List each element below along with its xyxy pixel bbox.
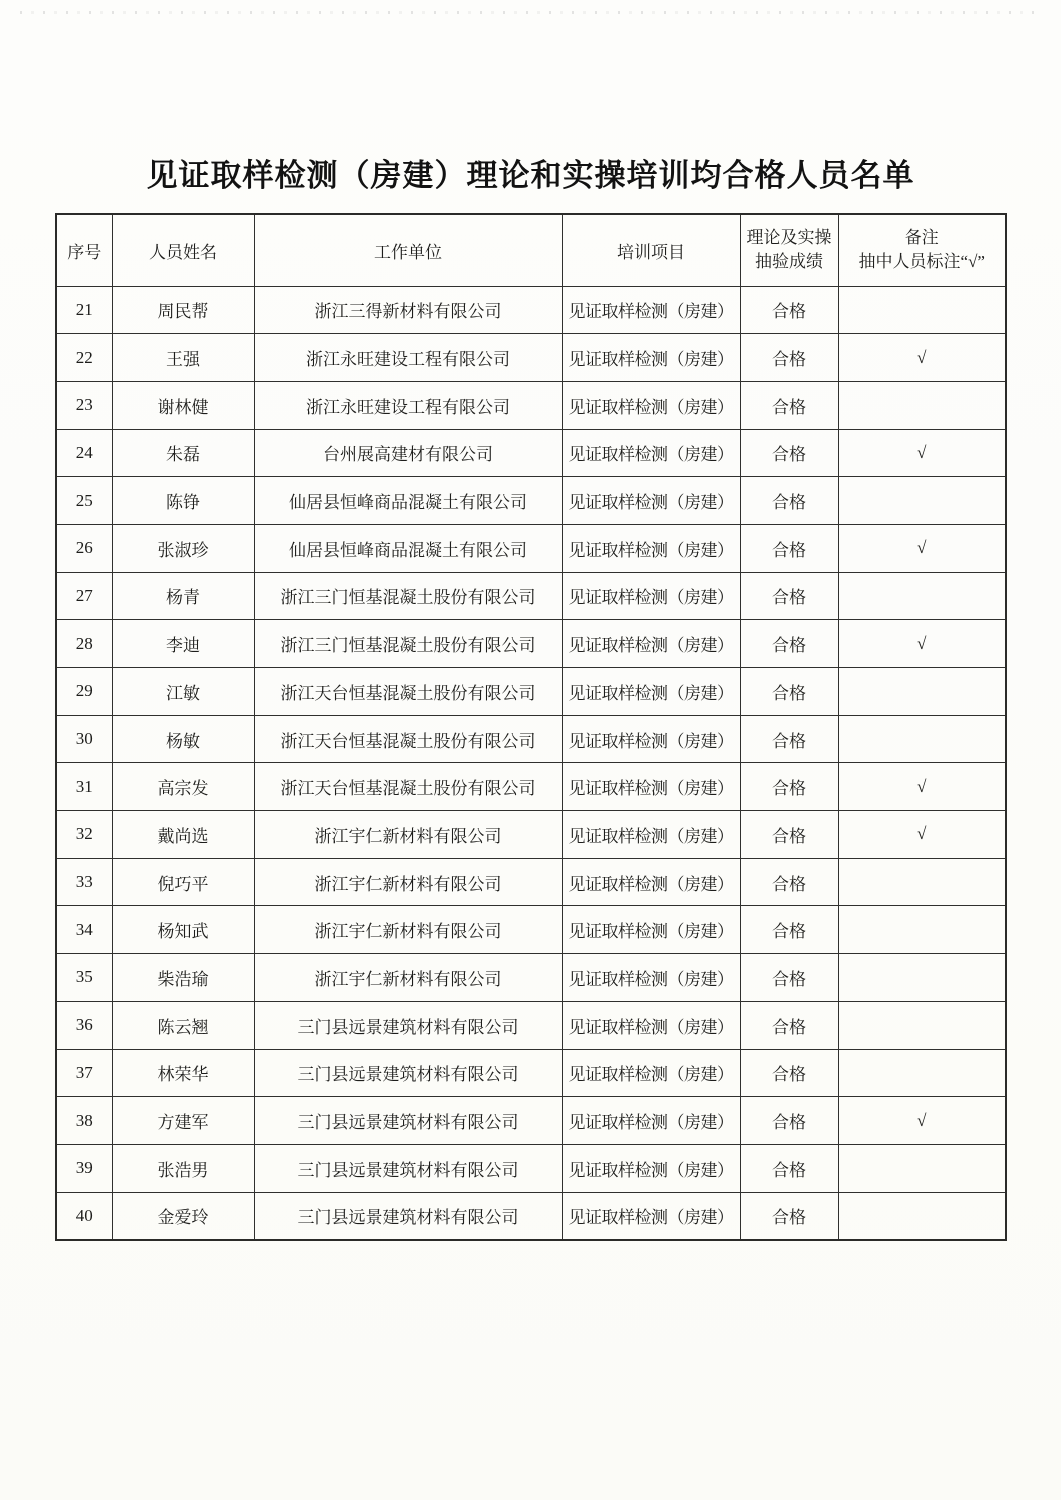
cell-remark [838,1192,1006,1240]
cell-score: 合格 [740,1192,838,1240]
cell-name: 戴尚选 [112,811,254,859]
cell-project: 见证取样检测（房建） [562,429,740,477]
cell-project: 见证取样检测（房建） [562,858,740,906]
cell-company: 浙江永旺建设工程有限公司 [254,381,562,429]
cell-project: 见证取样检测（房建） [562,763,740,811]
cell-index: 29 [56,668,112,716]
table-header-row [56,214,1006,286]
cell-remark [838,1144,1006,1192]
col-header-index: 序号 [56,214,112,286]
cell-company: 浙江宇仁新材料有限公司 [254,954,562,1002]
cell-index: 24 [56,429,112,477]
cell-remark [838,477,1006,525]
cell-remark [838,286,1006,334]
table-row [56,477,1006,525]
cell-project: 见证取样检测（房建） [562,1144,740,1192]
cell-remark: √ [838,524,1006,572]
table-row [56,715,1006,763]
cell-company: 仙居县恒峰商品混凝土有限公司 [254,477,562,525]
cell-project: 见证取样检测（房建） [562,286,740,334]
cell-remark [838,858,1006,906]
cell-project: 见证取样检测（房建） [562,954,740,1002]
cell-name: 杨知武 [112,906,254,954]
col-header-project: 培训项目 [562,214,740,286]
cell-project: 见证取样检测（房建） [562,381,740,429]
col-header-score [740,214,838,286]
cell-index: 33 [56,858,112,906]
cell-project: 见证取样检测（房建） [562,524,740,572]
cell-index: 39 [56,1144,112,1192]
cell-remark: √ [838,429,1006,477]
col-header-remark-line2: 抽中人员标注“√” [858,252,985,272]
table-row [56,524,1006,572]
table-row [56,334,1006,382]
cell-name: 陈云翘 [112,1001,254,1049]
cell-index: 40 [56,1192,112,1240]
cell-score: 合格 [740,429,838,477]
table-row [56,954,1006,1002]
table-row [56,620,1006,668]
cell-remark [838,954,1006,1002]
cell-score: 合格 [740,668,838,716]
cell-name: 朱磊 [112,429,254,477]
cell-index: 37 [56,1049,112,1097]
cell-remark [838,1001,1006,1049]
page-title: 见证取样检测（房建）理论和实操培训均合格人员名单 [146,158,915,193]
cell-score: 合格 [740,1144,838,1192]
cell-name: 金爱玲 [112,1192,254,1240]
cell-name: 柴浩瑜 [112,954,254,1002]
cell-company: 台州展高建材有限公司 [254,429,562,477]
cell-name: 杨敏 [112,715,254,763]
table-row [56,1144,1006,1192]
cell-index: 38 [56,1097,112,1145]
table-row [56,811,1006,859]
cell-company: 三门县远景建筑材料有限公司 [254,1144,562,1192]
cell-remark: √ [838,334,1006,382]
cell-company: 浙江三得新材料有限公司 [254,286,562,334]
cell-name: 高宗发 [112,763,254,811]
cell-company: 三门县远景建筑材料有限公司 [254,1049,562,1097]
cell-company: 浙江天台恒基混凝土股份有限公司 [254,715,562,763]
cell-score: 合格 [740,1097,838,1145]
cell-index: 26 [56,524,112,572]
cell-company: 三门县远景建筑材料有限公司 [254,1097,562,1145]
cell-company: 浙江天台恒基混凝土股份有限公司 [254,763,562,811]
cell-index: 31 [56,763,112,811]
table-row [56,1097,1006,1145]
cell-company: 浙江天台恒基混凝土股份有限公司 [254,668,562,716]
cell-score: 合格 [740,381,838,429]
cell-name: 陈铮 [112,477,254,525]
cell-name: 杨青 [112,572,254,620]
cell-score: 合格 [740,620,838,668]
cell-index: 27 [56,572,112,620]
table-row [56,286,1006,334]
cell-project: 见证取样检测（房建） [562,1049,740,1097]
cell-index: 34 [56,906,112,954]
cell-score: 合格 [740,286,838,334]
cell-remark: √ [838,620,1006,668]
cell-remark: √ [838,763,1006,811]
cell-remark [838,1049,1006,1097]
cell-name: 林荣华 [112,1049,254,1097]
cell-project: 见证取样检测（房建） [562,1192,740,1240]
table-row [56,906,1006,954]
personnel-roster-table [55,213,1007,1241]
cell-name: 倪巧平 [112,858,254,906]
cell-project: 见证取样检测（房建） [562,1097,740,1145]
cell-index: 21 [56,286,112,334]
cell-index: 22 [56,334,112,382]
cell-index: 28 [56,620,112,668]
cell-index: 35 [56,954,112,1002]
cell-project: 见证取样检测（房建） [562,906,740,954]
table-row [56,668,1006,716]
cell-score: 合格 [740,954,838,1002]
cell-project: 见证取样检测（房建） [562,811,740,859]
cell-remark [838,381,1006,429]
cell-remark: √ [838,811,1006,859]
cell-remark [838,906,1006,954]
cell-name: 江敏 [112,668,254,716]
cell-score: 合格 [740,715,838,763]
cell-score: 合格 [740,906,838,954]
cell-company: 仙居县恒峰商品混凝土有限公司 [254,524,562,572]
cell-index: 30 [56,715,112,763]
cell-company: 浙江永旺建设工程有限公司 [254,334,562,382]
cell-company: 三门县远景建筑材料有限公司 [254,1001,562,1049]
table-row [56,1192,1006,1240]
cell-index: 25 [56,477,112,525]
cell-company: 浙江宇仁新材料有限公司 [254,858,562,906]
cell-name: 张淑珍 [112,524,254,572]
table-row [56,1049,1006,1097]
cell-name: 李迪 [112,620,254,668]
cell-score: 合格 [740,524,838,572]
scan-artifact [20,11,1041,14]
col-header-score-line1: 理论及实操 [746,227,832,247]
cell-company: 浙江宇仁新材料有限公司 [254,906,562,954]
cell-score: 合格 [740,1001,838,1049]
cell-project: 见证取样检测（房建） [562,572,740,620]
cell-name: 谢林健 [112,381,254,429]
cell-remark [838,572,1006,620]
cell-project: 见证取样检测（房建） [562,668,740,716]
cell-score: 合格 [740,1049,838,1097]
table-row [56,381,1006,429]
cell-company: 浙江宇仁新材料有限公司 [254,811,562,859]
cell-project: 见证取样检测（房建） [562,477,740,525]
cell-remark: √ [838,1097,1006,1145]
table-row [56,858,1006,906]
cell-company: 浙江三门恒基混凝土股份有限公司 [254,572,562,620]
col-header-remark-line1: 备注 [904,227,939,247]
cell-name: 张浩男 [112,1144,254,1192]
cell-name: 周民帮 [112,286,254,334]
table-row [56,572,1006,620]
cell-company: 浙江三门恒基混凝土股份有限公司 [254,620,562,668]
cell-name: 方建军 [112,1097,254,1145]
col-header-company: 工作单位 [254,214,562,286]
cell-remark [838,715,1006,763]
cell-project: 见证取样检测（房建） [562,715,740,763]
cell-index: 32 [56,811,112,859]
cell-project: 见证取样检测（房建） [562,1001,740,1049]
cell-company: 三门县远景建筑材料有限公司 [254,1192,562,1240]
col-header-remark [838,214,1006,286]
cell-score: 合格 [740,477,838,525]
cell-project: 见证取样检测（房建） [562,334,740,382]
cell-remark [838,668,1006,716]
col-header-score-line2: 抽验成绩 [755,252,823,272]
cell-project: 见证取样检测（房建） [562,620,740,668]
cell-score: 合格 [740,572,838,620]
table-row [56,1001,1006,1049]
table-row [56,429,1006,477]
cell-name: 王强 [112,334,254,382]
cell-score: 合格 [740,763,838,811]
cell-index: 36 [56,1001,112,1049]
table-row [56,763,1006,811]
cell-score: 合格 [740,858,838,906]
cell-index: 23 [56,381,112,429]
cell-score: 合格 [740,334,838,382]
cell-score: 合格 [740,811,838,859]
col-header-name: 人员姓名 [112,214,254,286]
